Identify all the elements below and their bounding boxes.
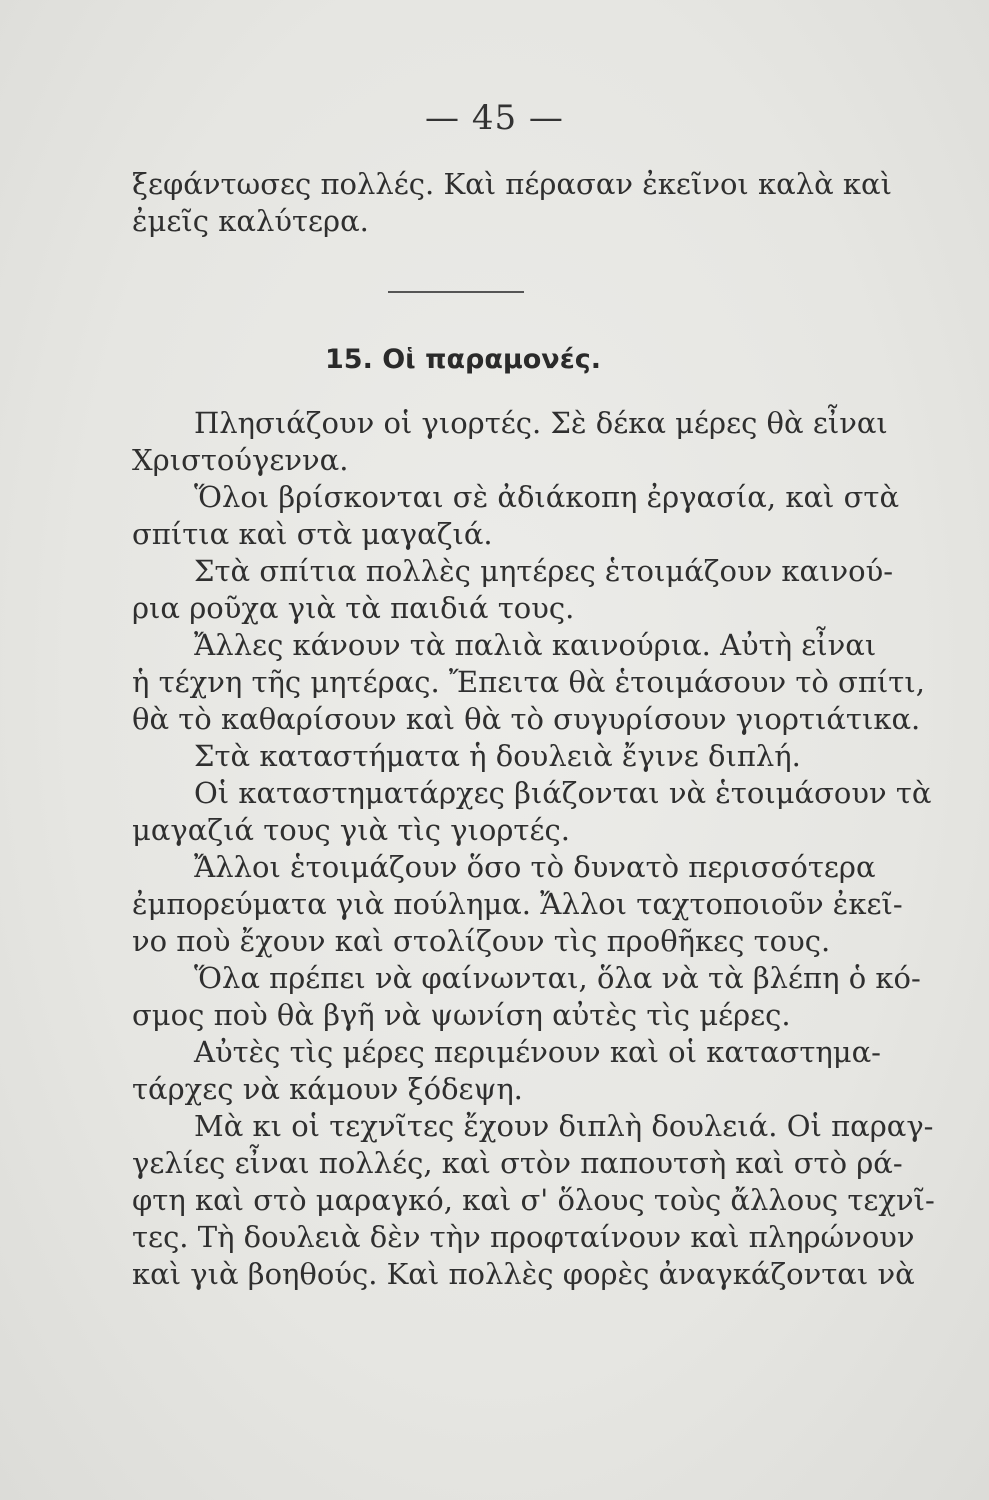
text-line: ἐμπορεύματα γιὰ πούλημα. Ἄλλοι ταχτοποιοῦν ἐκεῖ- [132, 887, 903, 921]
text-line: θὰ τὸ καθαρίσουν καὶ θὰ τὸ συγυρίσουν γιορτιάτικα. [132, 702, 921, 736]
text-line: ἐμεῖς καλύτερα. [132, 204, 369, 238]
intro-paragraph [132, 166, 892, 240]
text-line: μαγαζιά τους γιὰ τὶς γιορτές. [132, 813, 570, 847]
text-line: Ἄλλοι ἑτοιμάζουν ὅσο τὸ δυνατὸ περισσότερα [194, 850, 876, 884]
text-line: Ἄλλες κάνουν τὰ παλιὰ καινούρια. Αὐτὴ εἶναι [194, 628, 877, 662]
text-line: Στὰ καταστήματα ἡ δουλειὰ ἔγινε διπλή. [194, 739, 801, 773]
section-separator [388, 291, 524, 293]
text-line: Στὰ σπίτια πολλὲς μητέρες ἑτοιμάζουν καινού- [194, 554, 894, 588]
text-line: Ὅλα πρέπει νὰ φαίνωνται, ὅλα νὰ τὰ βλέπη ὁ κό- [194, 961, 921, 995]
text-line: ρια ροῦχα γιὰ τὰ παιδιά τους. [132, 591, 575, 625]
text-line: γελίες εἶναι πολλές, καὶ στὸν παπουτσὴ καὶ στὸ ρά- [132, 1146, 903, 1180]
text-line: νο ποὺ ἔχουν καὶ στολίζουν τὶς προθῆκες τους. [132, 924, 831, 958]
text-line: Ὅλοι βρίσκονται σὲ ἀδιάκοπη ἐργασία, καὶ στὰ [194, 480, 900, 514]
text-line: φτη καὶ στὸ μαραγκό, καὶ σ' ὅλους τοὺς ἄλλους τεχνῖ- [132, 1183, 935, 1217]
chapter-heading: 15. Οἱ παραμονές. [325, 344, 601, 375]
text-line: σμος ποὺ θὰ βγῆ νὰ ψωνίση αὐτὲς τὶς μέρες. [132, 998, 791, 1032]
text-line: καὶ γιὰ βοηθούς. Καὶ πολλὲς φορὲς ἀναγκάζονται νὰ [132, 1257, 915, 1291]
text-line: ἡ τέχνη τῆς μητέρας. Ἔπειτα θὰ ἑτοιμάσουν τὸ σπίτι, [132, 665, 925, 699]
text-line: σπίτια καὶ στὰ μαγαζιά. [132, 517, 493, 551]
text-line: τάρχες νὰ κάμουν ξόδεψη. [132, 1072, 523, 1106]
text-line: τες. Τὴ δουλειὰ δὲν τὴν προφταίνουν καὶ πληρώνουν [132, 1220, 915, 1254]
text-line: Πλησιάζουν οἱ γιορτές. Σὲ δέκα μέρες θὰ εἶναι [194, 406, 888, 440]
text-line: Οἱ καταστηματάρχες βιάζονται νὰ ἑτοιμάσουν τὰ [194, 776, 932, 810]
chapter-body [132, 405, 935, 1293]
text-line: Χριστούγεννα. [132, 443, 349, 477]
text-line: Αὐτὲς τὶς μέρες περιμένουν καὶ οἱ καταστημα- [194, 1035, 881, 1069]
page-number: — 45 — [425, 98, 564, 138]
text-line: ξεφάντωσες πολλές. Καὶ πέρασαν ἐκεῖνοι καλὰ καὶ [132, 167, 892, 201]
text-line: Μὰ κι οἱ τεχνῖτες ἔχουν διπλὴ δουλειά. Οἱ παραγ- [194, 1109, 934, 1143]
